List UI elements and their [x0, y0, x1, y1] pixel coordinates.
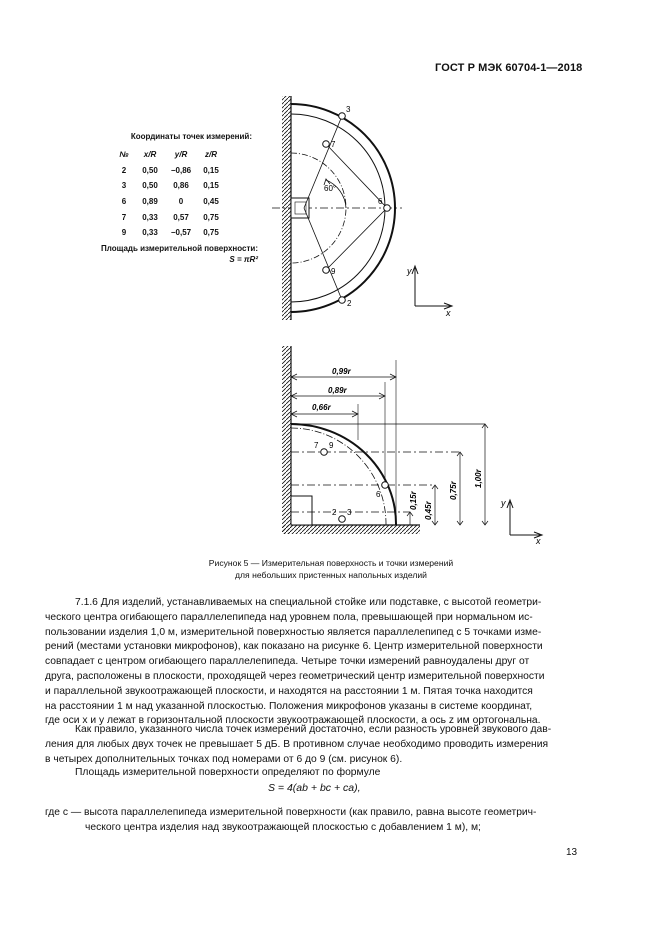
- point-9-label: 9: [329, 441, 334, 450]
- vdim-075-label: 0,75r: [449, 481, 458, 500]
- text-line: 7.1.6 Для изделий, устанавливаемых на специальной стойке или подставке, с высотой геометри-: [75, 597, 542, 608]
- text-line: пользовании изделия 1,0 м, измерительной поверхностью является параллелепипед с 5 точками изме-: [45, 626, 542, 638]
- point-2-3-marker: [339, 516, 346, 523]
- point-9-label: 9: [331, 267, 336, 276]
- y-axis-label: y: [501, 498, 506, 508]
- coordinates-legend: [80, 132, 260, 241]
- text-line: Площадь измерительной поверхности определяют по формуле: [75, 767, 381, 778]
- col-y: y/R: [174, 150, 188, 160]
- point-6-label: 6: [378, 197, 383, 206]
- area-formula-main: S = 4(ab + bc + ca),: [268, 782, 361, 794]
- point-6-marker: [384, 205, 391, 212]
- area-note: [80, 243, 258, 265]
- caption-line-1: Рисунок 5 — Измерительная поверхность и точки измерений: [208, 558, 454, 568]
- cell: 2: [121, 165, 127, 175]
- text-line: где оси x и y лежат в горизонтальной плоскости звукоотражающей плоскости, а ось z им ортогональна.: [45, 715, 541, 727]
- standard-header: ГОСТ Р МЭК 60704-1—2018: [435, 62, 583, 74]
- wall-hatch: [282, 346, 291, 534]
- text-line: где c — высота параллелепипеда измерительной поверхности (как правило, равна высоте геометрич-: [45, 807, 537, 818]
- area-formula: S = πR²: [229, 255, 258, 264]
- cell: −0,86: [170, 165, 192, 175]
- angle-label: 60°: [324, 184, 337, 193]
- product-box: [291, 496, 312, 525]
- table-row: [114, 225, 226, 241]
- table-row: [114, 194, 226, 210]
- point-7-9-marker: [321, 449, 328, 456]
- text-line: друга, расположены в плоскости, проходящей через геометрический центр измерительной поверхности: [45, 670, 545, 682]
- cell: 0,45: [203, 197, 219, 207]
- cell: 7: [121, 212, 127, 222]
- cell: 0,89: [142, 197, 158, 207]
- dim-066-label: 0,66r: [312, 403, 331, 412]
- cell: 0,33: [142, 228, 158, 238]
- point-9-marker: [323, 267, 330, 274]
- vdim-045-label: 0,45r: [424, 501, 433, 520]
- table-row: [114, 209, 226, 225]
- point-7-label: 7: [331, 140, 336, 149]
- x-axis-label: x: [446, 308, 451, 318]
- cell: 0,75: [203, 212, 219, 222]
- cell: 0,33: [142, 212, 158, 222]
- text-line: на расстоянии 1 м над указанной плоскостью. Положения микрофонов указаны в системе координат,: [45, 700, 533, 712]
- vdim-100-label: 1,00r: [474, 469, 483, 488]
- page-number: 13: [566, 847, 578, 858]
- text-line: совпадает с центром огибающего параллелепипеда. Четыре точки измерений равноудалены друг от: [45, 656, 530, 668]
- point-2-label: 2: [347, 299, 352, 308]
- paragraph-area: [45, 766, 585, 781]
- radius-line-3: [304, 116, 342, 208]
- cell: 6: [121, 197, 127, 207]
- point-2-label: 2: [332, 508, 337, 517]
- text-line: и параллельной звукоотражающей плоскости, и находятся на расстоянии 1 м. Пятая точка находится: [45, 685, 533, 697]
- floor-hatch: [282, 525, 420, 534]
- cell: 0,15: [203, 181, 219, 191]
- vdim-015-label: 0,15r: [409, 491, 418, 510]
- cell: 3: [121, 181, 127, 191]
- x-axis-label: x: [536, 536, 541, 545]
- table-row: [114, 163, 226, 179]
- paragraph-where: [45, 806, 585, 836]
- coordinates-table: [114, 147, 226, 241]
- text-line: в четырех дополнительных точках под номерами от 6 до 9 (см. рисунок 6).: [45, 753, 403, 765]
- col-x: x/R: [143, 150, 157, 160]
- paragraph-7-1-6: [45, 596, 585, 729]
- point-6-marker: [382, 482, 389, 489]
- text-line: ления для любых двух точек не превышает 5 дБ. В противном случае необходимо проводить измерения: [45, 738, 549, 750]
- point-3-label: 3: [346, 105, 351, 114]
- cell: −0,57: [170, 228, 192, 238]
- point-6-label: 6: [376, 490, 381, 499]
- cell: 0,15: [203, 165, 219, 175]
- caption-line-2: для небольших пристенных напольных изделий: [235, 569, 427, 580]
- y-axis-label: y: [407, 266, 412, 276]
- cell: 9: [121, 228, 127, 238]
- chord-9-6: [326, 208, 387, 270]
- text-line: ческого центра изделия над звукоотражающей плоскостью с добавлением 1 м), м;: [85, 821, 481, 833]
- point-7-label: 7: [314, 441, 319, 450]
- cell: 0,86: [173, 181, 189, 191]
- cell: 0,57: [173, 212, 189, 222]
- cell: 0,50: [142, 181, 158, 191]
- point-3-label: 3: [347, 508, 352, 517]
- dim-099-label: 0,99r: [332, 367, 351, 376]
- point-2-marker: [339, 297, 346, 304]
- figure-caption: [100, 558, 562, 581]
- point-7-marker: [323, 141, 330, 148]
- figure-bottom-elevation: [270, 340, 560, 545]
- col-number: №: [119, 150, 129, 160]
- coordinates-header-row: [114, 147, 226, 163]
- paragraph-rule: [45, 723, 585, 767]
- area-label: Площадь измерительной поверхности:: [101, 244, 258, 253]
- figure-top-hemisphere: [260, 90, 470, 330]
- table-row: [114, 178, 226, 194]
- vdim-015: [407, 512, 413, 525]
- radius-line-2: [304, 208, 342, 300]
- cell: 0,75: [203, 228, 219, 238]
- coordinates-title: Координаты точек измерений:: [130, 132, 252, 141]
- text-line: Как правило, указанного числа точек измерений достаточно, если разность уровней звукового дав-: [75, 724, 552, 735]
- point-3-marker: [339, 113, 346, 120]
- dim-089-label: 0,89r: [328, 386, 347, 395]
- col-z: z/R: [205, 150, 217, 160]
- text-line: рений (местами установки микрофонов), как показано на рисунке 6. Центр измерительной поверхности: [45, 641, 543, 653]
- cell: 0: [178, 197, 184, 207]
- cell: 0,50: [142, 165, 158, 175]
- text-line: ческого центра огибающего параллелепипеда над уровнем пола, превышающей при нормальном ис-: [45, 611, 533, 623]
